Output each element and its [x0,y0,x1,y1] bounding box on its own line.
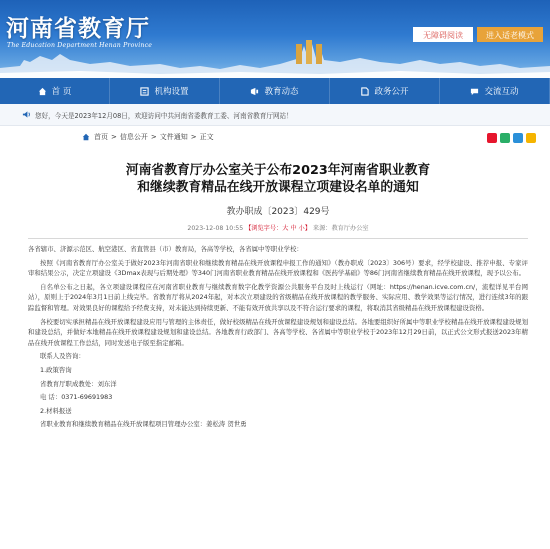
breadcrumb-home[interactable]: 首页 [94,133,108,141]
organization-icon [140,87,149,96]
divider [28,238,528,239]
contact-line: 省教育厅职成教处：刘东洋 [40,379,117,388]
document-number: 教办职成〔2023〕429号 [226,207,330,217]
nav-home[interactable] [0,78,110,104]
breadcrumb: 首页 > 信息公开 > 文件通知 > 正文 [0,126,550,148]
share-buttons [487,133,536,143]
nav-label: 交流互动 [484,87,519,97]
paragraph: 各校要切实承担精品在线开放课程建设应用与管理的主体责任，做好校级精品在线开放课程建设规划和建设总结。各地要组织好所属中等职业学校精品在线开放课程建设规划和建设总结，并做好本地精品在线开放课程建设规划和建设总结。各地教育行政部门、各高等学校、各省属中等职业学校于2023年12月29日前，以正式公文形式报送2023年精品在线开放课程工作总结，同时发送电子版至指定邮箱。 [28,317,528,347]
paragraph: 各省辖市、济源示范区、航空港区、省直管县（市）教育局，各高等学校，各省属中等职业学校： [28,245,303,253]
nav-education-news[interactable] [220,78,330,104]
barrier-free-button[interactable]: 无障碍阅读 [413,27,473,42]
news-icon [250,87,259,96]
paragraph: 自名单公布之日起，各立项建设课程应在河南省职业教育与继续教育数字化教学资源公共服务平台及时上线运行（网址：https://henan.icve.com.cn/，流程详见平台网站），原则上于2024年3月1日前上线完毕。省教育厅将从2024年起，对本次立项建设的省级精品在线开放课程的教学服务、实际应用、教学效果等运行情况，进行连续3年的跟踪监督和管理。对效果良好的课程给予经费支持，对未能达到持续更新、不能有效开放共享以及不符合运行要求的课程，将取消其省级精品在线开放课程建设资格。 [28,282,528,312]
article-title: 河南省教育厅办公室关于公布2023年河南省职业教育 和继续教育精品在线开放课程立项建设名单的通知 [125,163,431,195]
share-qzone-icon[interactable] [526,133,536,143]
welcome-bar [0,104,550,126]
breadcrumb-info[interactable]: 信息公开 [119,133,148,141]
main-nav [0,78,550,104]
site-subtitle: The Education Department Henan Province [7,42,153,49]
share-qq-icon[interactable] [513,133,523,143]
nav-label: 教育动态 [264,87,299,97]
elder-mode-button[interactable]: 进入适老模式 [477,27,543,42]
home-icon [38,87,47,96]
article [28,148,528,433]
article-body [28,244,528,430]
publish-date: 2023-12-08 10:55 [187,225,244,232]
article-source: 来源：教育厅办公室 [312,225,369,232]
contact-line: 电 话：0371-69691983 [40,393,113,402]
document-icon [360,87,369,96]
nav-label: 政务公开 [374,87,409,97]
breadcrumb-current: 正文 [199,133,214,141]
contact-heading: 联系人及咨询： [40,352,85,361]
share-weibo-icon[interactable] [487,133,497,143]
nav-label: 首 页 [51,87,72,97]
chat-icon [470,87,479,96]
speaker-icon [22,110,31,119]
nav-organization[interactable] [110,78,220,104]
header-banner [0,0,550,78]
share-wechat-icon[interactable] [500,133,510,143]
site-title: 河南省教育厅 [6,15,150,42]
contact-line: 省职业教育和继续教育精品在线开放课程项目管理办公室：姜松涛 贺世勇 [40,420,247,429]
nav-label: 机构设置 [154,87,189,97]
font-size-switcher[interactable]: 【浏览字号：大 中 小】 [245,225,311,232]
nav-government-affairs[interactable] [330,78,440,104]
location-icon [82,133,90,141]
paragraph: 按照《河南省教育厅办公室关于做好2023年河南省职业和继续教育精品在线开放课程申报工作的通知》（教办职成〔2023〕306号）要求，经学校建设、推荐申报、专家评审和结果公示，决定立项建设《3Dmax表现与后期处理》等340门河南省职业教育精品在线开放课程和《医药学基础》等86门河南省继续教育精品在线开放课程，现予以公布。 [28,258,528,278]
article-meta [28,223,528,232]
nav-interaction[interactable] [440,78,550,104]
contact-line: 2.材料报送 [40,406,72,415]
breadcrumb-notices[interactable]: 文件通知 [159,133,188,141]
contact-line: 1.政策咨询 [40,365,72,374]
welcome-text: 您好，今天是2023年12月08日，欢迎访问中共河南省委教育工委、河南省教育厅网站！ [35,111,293,120]
